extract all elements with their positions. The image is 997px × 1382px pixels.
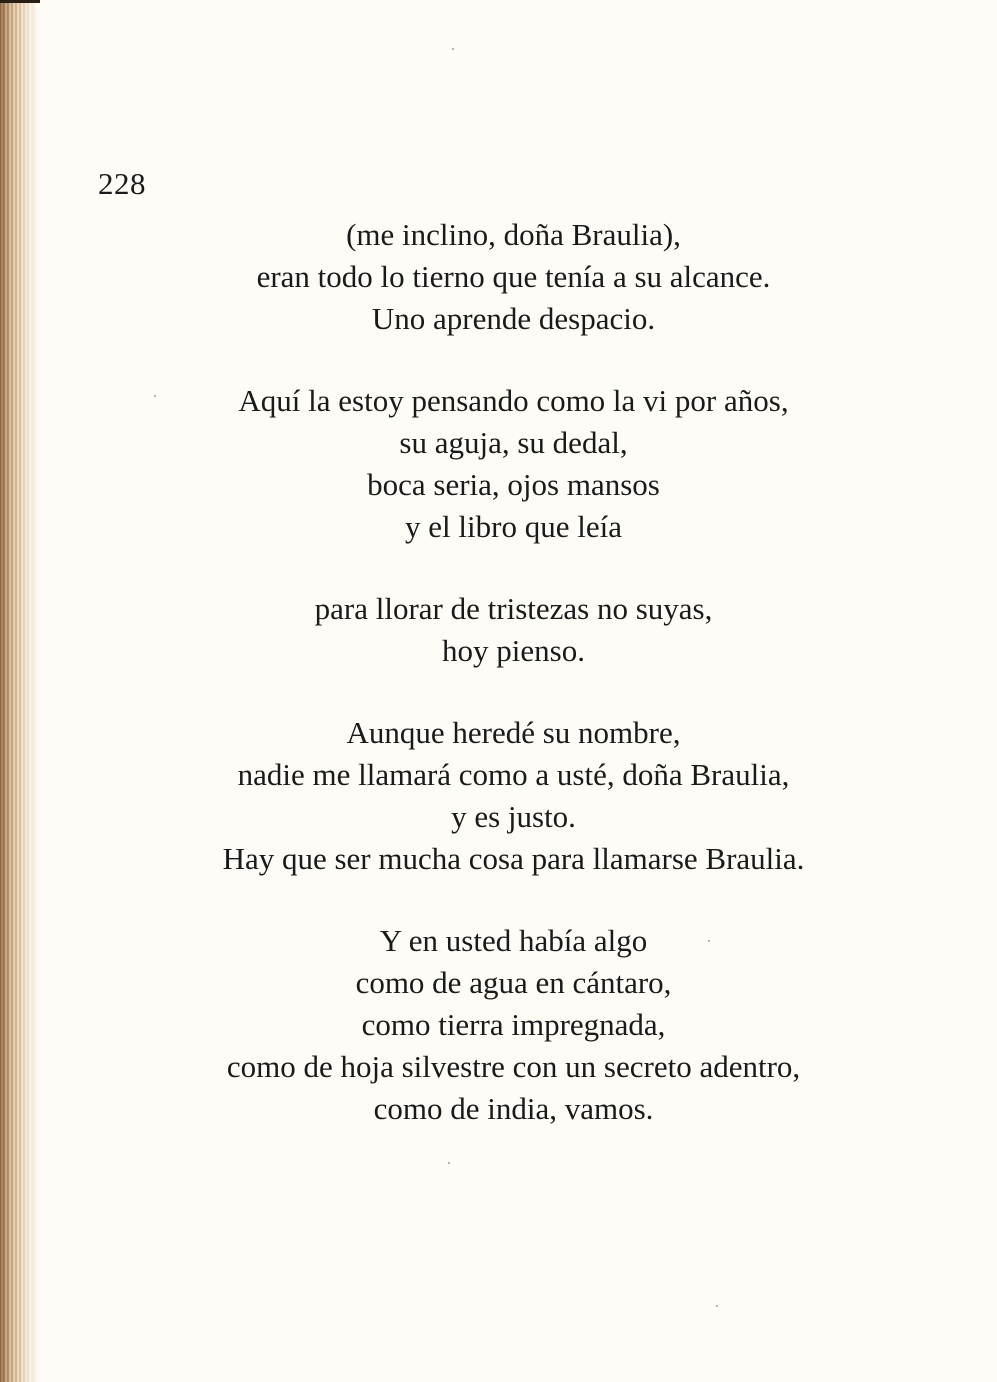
stanza: [30, 588, 997, 672]
poem-line: como de agua en cántaro,: [355, 965, 672, 1000]
poem-line: boca seria, ojos mansos: [367, 467, 660, 502]
stanza: [30, 920, 997, 1130]
poem-line: y es justo.: [451, 799, 576, 834]
poem-line: para llorar de tristezas no suyas,: [314, 591, 713, 626]
stanza: [30, 214, 997, 340]
paper-speck: [448, 1162, 450, 1164]
poem-line: (me inclino, doña Braulia),: [346, 217, 681, 252]
poem-line: como de india, vamos.: [373, 1091, 654, 1126]
poem-line: eran todo lo tierno que tenía a su alcance.: [256, 259, 771, 294]
binding-top-mark: [0, 0, 40, 3]
poem-line: Hay que ser mucha cosa para llamarse Braulia.: [222, 841, 805, 876]
stanza: [30, 380, 997, 548]
poem-line: como de hoja silvestre con un secreto adentro,: [226, 1049, 801, 1084]
poem-line: Aquí la estoy pensando como la vi por años,: [238, 383, 789, 418]
poem-line: como tierra impregnada,: [361, 1007, 666, 1042]
poem-line: su aguja, su dedal,: [399, 425, 628, 460]
poem: [0, 214, 997, 1170]
stanza: [30, 712, 997, 880]
paper-speck: [708, 940, 710, 942]
paper-speck: [154, 395, 156, 397]
poem-line: y el libro que leía: [405, 509, 622, 544]
paper-speck: [452, 48, 454, 50]
poem-line: Uno aprende despacio.: [371, 301, 656, 336]
poem-line: hoy pienso.: [442, 633, 585, 668]
poem-line: Aunque heredé su nombre,: [346, 715, 681, 750]
page-number: 228: [98, 166, 146, 201]
paper-speck: [716, 1305, 718, 1307]
poem-line: Y en usted había algo: [379, 923, 648, 958]
poem-line: nadie me llamará como a usté, doña Braulia,: [237, 757, 790, 792]
